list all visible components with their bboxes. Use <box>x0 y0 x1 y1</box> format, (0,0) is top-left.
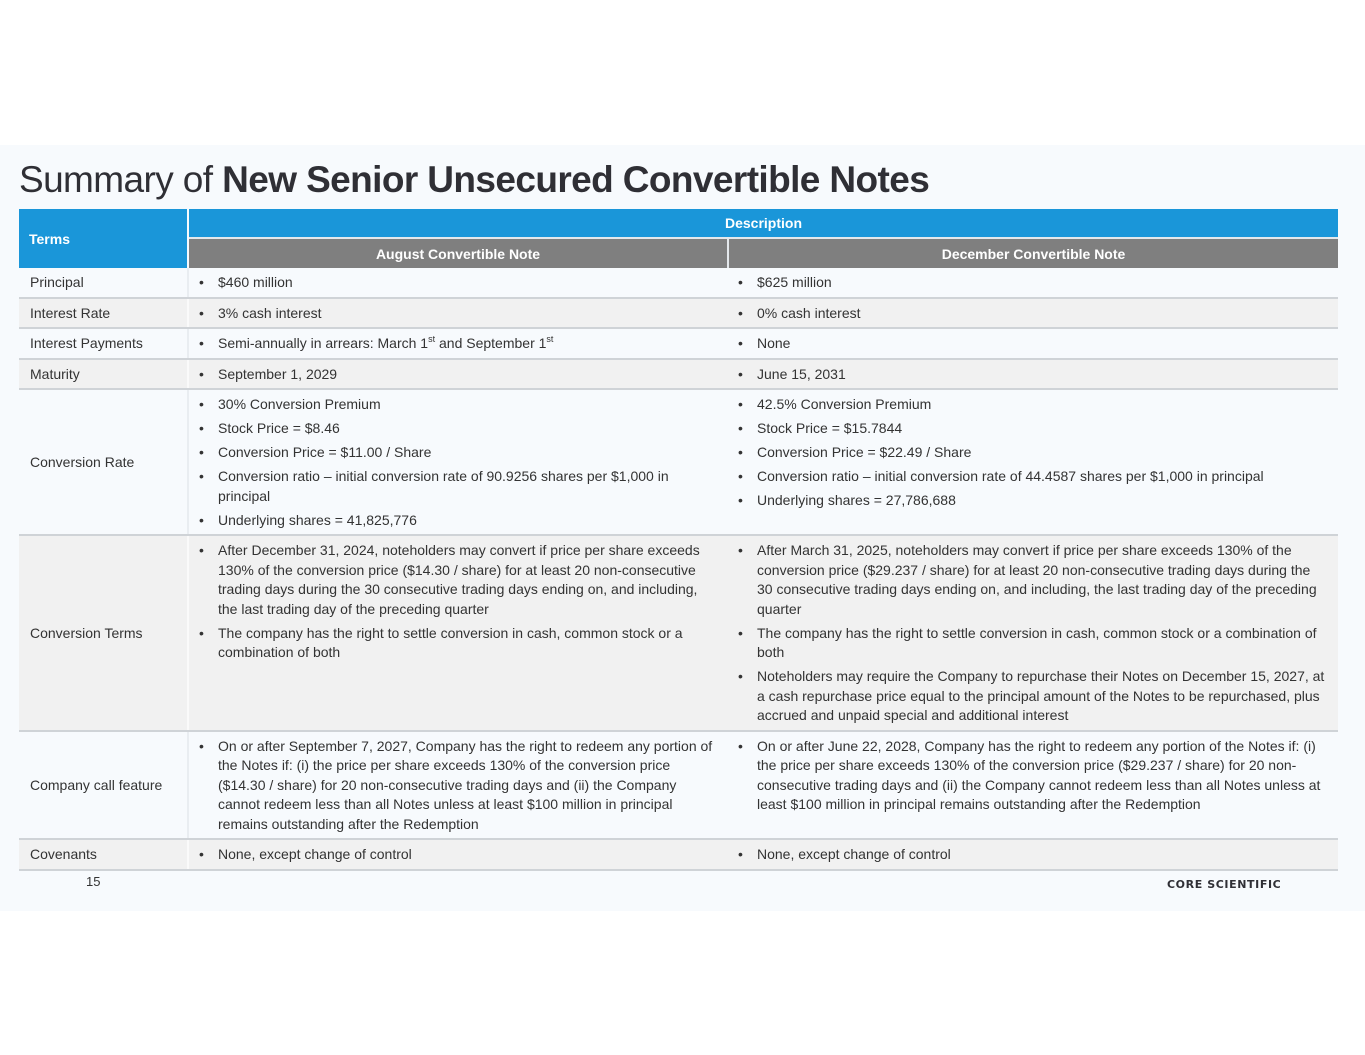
list-item: • 3% cash interest <box>199 304 718 324</box>
list-item: • Noteholders may require the Company to repurchase their Notes on December 15, 2027, at a cash repurchase price equal to the principal amount of the Notes to be repurchased, plus accrued and unpaid special and additional interest <box>738 667 1328 726</box>
august-cell <box>188 328 728 359</box>
december-cell <box>728 359 1338 390</box>
table-row-company-call-feature <box>19 731 1338 840</box>
company-logo: CORE SCIENTIFIC <box>1167 878 1282 891</box>
list-item: • None, except change of control <box>738 845 1328 865</box>
term-label: Covenants <box>19 839 188 870</box>
august-cell <box>188 731 728 840</box>
term-label: Maturity <box>19 359 188 390</box>
august-cell <box>188 268 728 298</box>
list-item: • On or after September 7, 2027, Company has the right to redeem any portion of the Notes if: (i) the price per share exceeds 130% of the conversion price ($14.30 / share) for 20 non-consecutive trading days and (ii) the Company cannot redeem less than all Notes unless at least $100 million in principal remains outstanding after the Redemption <box>199 737 718 835</box>
list-item: • After March 31, 2025, noteholders may convert if price per share exceeds 130% of the conversion price ($29.237 / share) for at least 20 non-consecutive trading days during the 30 consecutive trading days ending on, and including, the last trading day of the preceding quarter <box>738 541 1328 619</box>
list-item: • June 15, 2031 <box>738 365 1328 385</box>
december-cell <box>728 268 1338 298</box>
list-item: • None <box>738 334 1328 354</box>
notes-summary-table <box>19 209 1338 871</box>
august-cell <box>188 359 728 390</box>
list-item: • 0% cash interest <box>738 304 1328 324</box>
december-cell <box>728 731 1338 840</box>
superscript: st <box>428 334 436 344</box>
list-item: • The company has the right to settle conversion in cash, common stock or a combination of both <box>738 624 1328 663</box>
text-part: and September 1 <box>435 335 547 351</box>
page-title <box>19 159 929 201</box>
table-row-covenants <box>19 839 1338 870</box>
term-label: Conversion Rate <box>19 389 188 535</box>
december-cell <box>728 535 1338 731</box>
list-item: • Conversion ratio – initial conversion rate of 90.9256 shares per $1,000 in principal <box>199 467 718 506</box>
december-cell <box>728 298 1338 329</box>
table-row-maturity <box>19 359 1338 390</box>
list-item: • Conversion ratio – initial conversion rate of 44.4587 shares per $1,000 in principal <box>738 467 1328 487</box>
table-row-interest-payments <box>19 328 1338 359</box>
list-item: • After December 31, 2024, noteholders may convert if price per share exceeds 130% of the conversion price ($14.30 / share) for at least 20 non-consecutive trading days during the 30 consecutive trading days ending on, and including, the last trading day of the preceding quarter <box>199 541 718 619</box>
list-item: • None, except change of control <box>199 845 718 865</box>
list-item: • Conversion Price = $22.49 / Share <box>738 443 1328 463</box>
term-label: Principal <box>19 268 188 298</box>
december-cell <box>728 328 1338 359</box>
december-cell <box>728 839 1338 870</box>
term-label: Interest Rate <box>19 298 188 329</box>
term-label: Conversion Terms <box>19 535 188 731</box>
title-bold: New Senior Unsecured Convertible Notes <box>222 159 930 200</box>
list-item: • Underlying shares = 41,825,776 <box>199 511 718 531</box>
term-label: Company call feature <box>19 731 188 840</box>
slide <box>0 145 1365 911</box>
table-row-conversion-rate <box>19 389 1338 535</box>
list-item: • Underlying shares = 27,786,688 <box>738 491 1328 511</box>
table-row-interest-rate <box>19 298 1338 329</box>
august-cell <box>188 839 728 870</box>
list-item: • On or after June 22, 2028, Company has the right to redeem any portion of the Notes if: (i) the price per share exceeds 130% of the conversion price ($29.237 / share) for 20 non-consecutive trading days and (ii) the Company cannot redeem less than all Notes unless at least $100 million in principal remains outstanding after the Redemption <box>738 737 1328 815</box>
list-item: • September 1, 2029 <box>199 365 718 385</box>
august-cell <box>188 535 728 731</box>
term-label: Interest Payments <box>19 328 188 359</box>
list-item: • Stock Price = $15.7844 <box>738 419 1328 439</box>
page-number: 15 <box>86 874 101 889</box>
header-august-note: August Convertible Note <box>188 238 728 268</box>
list-item: • 30% Conversion Premium <box>199 395 718 415</box>
list-item: • $460 million <box>199 273 718 293</box>
list-item: • $625 million <box>738 273 1328 293</box>
august-cell <box>188 389 728 535</box>
august-cell <box>188 298 728 329</box>
list-item: • Stock Price = $8.46 <box>199 419 718 439</box>
list-item <box>199 334 718 354</box>
list-item: • 42.5% Conversion Premium <box>738 395 1328 415</box>
header-december-note: December Convertible Note <box>728 238 1338 268</box>
list-item: • The company has the right to settle conversion in cash, common stock or a combination of both <box>199 624 718 663</box>
table-row-principal <box>19 268 1338 298</box>
header-terms: Terms <box>19 209 188 268</box>
superscript: st <box>546 334 554 344</box>
header-description: Description <box>188 209 1338 238</box>
december-cell <box>728 389 1338 535</box>
list-item: • Conversion Price = $11.00 / Share <box>199 443 718 463</box>
title-light: Summary of <box>19 159 223 200</box>
table-row-conversion-terms <box>19 535 1338 731</box>
text-part: Semi-annually in arrears: March 1 <box>218 335 429 351</box>
